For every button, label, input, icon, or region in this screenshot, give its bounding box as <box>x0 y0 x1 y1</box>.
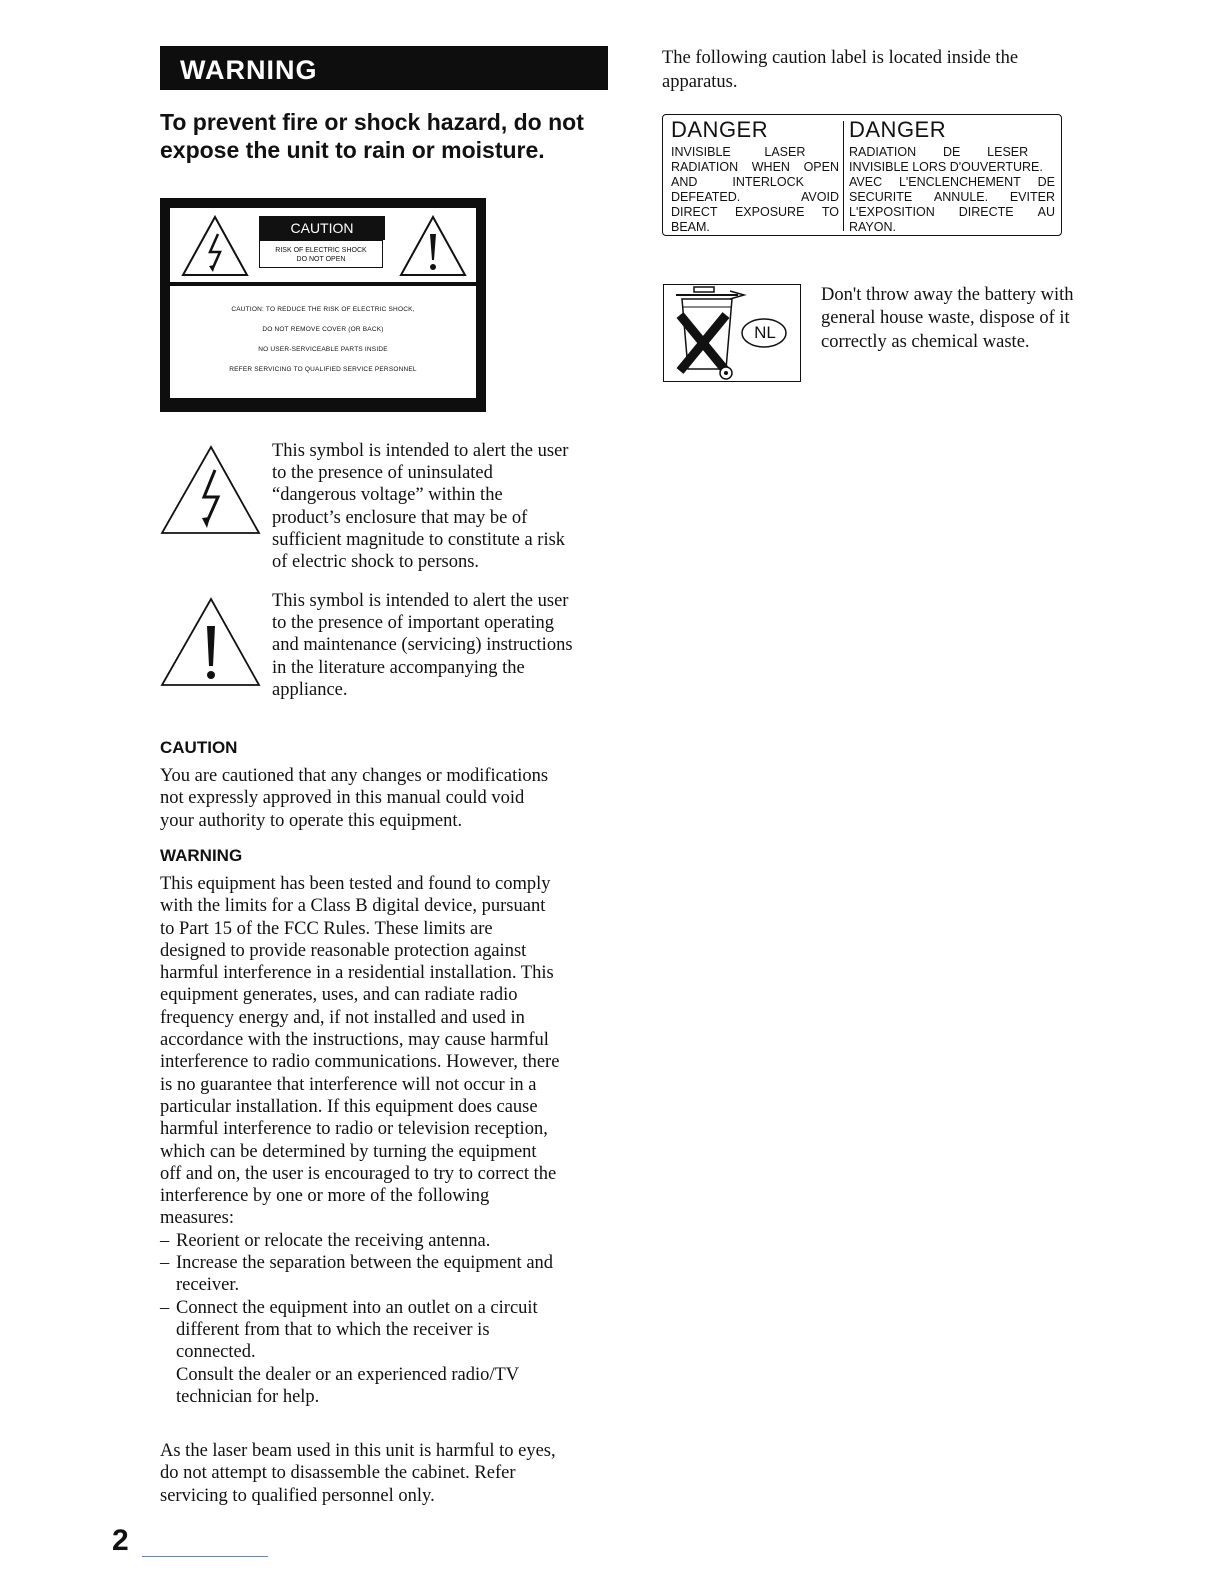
danger-word: RADIATION <box>849 145 917 159</box>
danger-label-divider <box>843 121 844 231</box>
battery-disposal-symbol <box>663 284 801 382</box>
text-line: do not attempt to disassemble the cabinet. Refer <box>160 1463 516 1484</box>
text-line: with the limits for a Class B digital device, pursuant <box>160 896 546 917</box>
voltage-symbol-text <box>272 440 612 573</box>
text-line: appliance. <box>272 679 348 700</box>
text-line: frequency energy and, if not installed and used in <box>160 1007 525 1028</box>
exclamation-triangle-icon <box>398 214 468 278</box>
exclamation-symbol-text <box>272 590 612 701</box>
text-line: The following caution label is located inside the <box>662 48 1019 68</box>
consult-note <box>160 1364 610 1409</box>
measure-item <box>160 1297 610 1364</box>
text-line: accordance with the instructions, may cause harmful <box>160 1030 549 1051</box>
text-line: equipment generates, uses, and can radiate radio <box>160 985 518 1006</box>
danger-line <box>671 145 839 160</box>
danger-word: L'ENCLENCHEMENT <box>898 175 1021 189</box>
danger-line <box>849 190 1055 205</box>
text-line: your authority to operate this equipment. <box>160 810 463 831</box>
danger-word: BEAM. <box>671 220 710 234</box>
text-line: “dangerous voltage” within the <box>272 485 503 506</box>
danger-line <box>671 160 839 175</box>
danger-word: DE <box>942 145 961 159</box>
danger-word: AVEC <box>849 175 883 189</box>
text-line: interference to radio communications. However, there <box>160 1052 560 1073</box>
danger-word: LASER <box>764 145 806 159</box>
danger-heading: DANGER <box>849 117 947 142</box>
danger-word: TO <box>821 205 839 219</box>
caution-label-subtitle <box>259 240 383 268</box>
danger-word: INTERLOCK <box>732 175 804 189</box>
laser-note <box>160 1440 610 1507</box>
caution-body <box>160 765 610 832</box>
danger-word: DIRECT <box>671 205 718 219</box>
text-line: interference by one or more of the following <box>160 1186 490 1207</box>
caution-label-top <box>170 208 476 282</box>
nl-badge: NL <box>754 323 776 342</box>
text-line: This symbol is intended to alert the user <box>272 591 569 611</box>
danger-word: SECURITE <box>849 190 913 204</box>
lightning-triangle-icon <box>160 444 262 536</box>
danger-label <box>662 114 1062 236</box>
text-line: to Part 15 of the FCC Rules. These limits are <box>160 918 493 939</box>
caution-label-intro <box>662 46 1082 94</box>
danger-word: DIRECTE <box>958 205 1014 219</box>
danger-word: OPEN <box>803 160 839 174</box>
danger-word: WHEN <box>751 160 790 174</box>
text-line: of electric shock to persons. <box>272 552 480 573</box>
text-line: is no guarantee that interference will not occur in a <box>160 1074 537 1095</box>
text-line: harmful interference to radio or television reception, <box>160 1119 548 1140</box>
danger-word: ANNULE. <box>933 190 989 204</box>
text-line: Connect the equipment into an outlet on a circuit <box>176 1297 538 1318</box>
caution-label-bottom <box>170 286 476 398</box>
page-number-rule <box>142 1556 268 1557</box>
danger-word: AVOID <box>801 190 839 204</box>
text-line: This equipment has been tested and found to comply <box>160 874 551 894</box>
text-line: receiver. <box>176 1275 240 1296</box>
text-line: measures: <box>160 1208 234 1229</box>
danger-word: AU <box>1037 205 1055 219</box>
text-line: You are cautioned that any changes or modifications <box>160 766 549 786</box>
text-line: apparatus. <box>662 72 738 92</box>
danger-label-french <box>849 115 1055 235</box>
danger-line <box>849 145 1055 160</box>
text-line: connected. <box>176 1342 256 1363</box>
text-line: general house waste, dispose of it <box>821 308 1070 329</box>
measure-item <box>160 1252 610 1297</box>
danger-word: RAYON. <box>849 220 896 234</box>
caution-label-line: REFER SERVICING TO QUALIFIED SERVICE PERSONNEL <box>229 366 417 373</box>
text-line: to the presence of uninsulated <box>272 463 493 484</box>
danger-word: DEFEATED. <box>671 190 741 204</box>
text-line: harmful interference in a residential installation. This <box>160 963 554 984</box>
caution-label-title: CAUTION <box>259 216 385 240</box>
dash-marker: – <box>160 1297 170 1318</box>
text-line: different from that to which the receiver is <box>176 1319 490 1340</box>
caution-label-sub-line: RISK OF ELECTRIC SHOCK <box>275 247 367 254</box>
danger-word: INVISIBLE LORS D'OUVERTURE. <box>849 160 1043 174</box>
warning-banner-title: WARNING <box>180 55 318 85</box>
dash-marker: – <box>160 1230 170 1251</box>
text-line: As the laser beam used in this unit is harmful to eyes, <box>160 1441 556 1461</box>
text-line: Increase the separation between the equipment and <box>176 1253 554 1274</box>
warning-heading: WARNING <box>160 846 243 865</box>
danger-line <box>849 205 1055 220</box>
caution-label-line: CAUTION: TO REDUCE THE RISK OF ELECTRIC SHOCK, <box>231 306 415 313</box>
text-line: which can be determined by turning the equipment <box>160 1141 537 1162</box>
text-line: correctly as chemical waste. <box>821 331 1030 352</box>
danger-word: INVISIBLE <box>671 145 731 159</box>
danger-word: LESER <box>987 145 1029 159</box>
caution-label-line: DO NOT REMOVE COVER (OR BACK) <box>262 326 384 333</box>
danger-line <box>671 205 839 220</box>
text-line: particular installation. If this equipment does cause <box>160 1096 538 1117</box>
battery-disposal-text <box>821 284 1121 354</box>
danger-word: EXPOSURE <box>734 205 805 219</box>
danger-word: EVITER <box>1009 190 1055 204</box>
text-line: sufficient magnitude to constitute a risk <box>272 529 566 550</box>
danger-word: DE <box>1037 175 1055 189</box>
danger-heading: DANGER <box>671 117 769 142</box>
lightning-triangle-icon <box>180 214 250 278</box>
text-line: and maintenance (servicing) instructions <box>272 635 573 656</box>
text-line: off and on, the user is encouraged to try to correct the <box>160 1163 557 1184</box>
exclamation-triangle-icon <box>160 596 262 688</box>
danger-word: L'EXPOSITION <box>849 205 935 219</box>
text-line: servicing to qualified personnel only. <box>160 1485 435 1506</box>
danger-line <box>849 175 1055 190</box>
fcc-warning-body <box>160 873 610 1408</box>
danger-word: AND <box>671 175 698 189</box>
page-number: 2 <box>112 1524 129 1557</box>
text-line: designed to provide reasonable protection against <box>160 940 527 961</box>
text-line: Don't throw away the battery with <box>821 285 1074 305</box>
text-line: in the literature accompanying the <box>272 657 525 678</box>
danger-word: RADIATION <box>671 160 739 174</box>
text-line: This symbol is intended to alert the user <box>272 441 569 461</box>
text-line: product’s enclosure that may be of <box>272 507 528 528</box>
measure-item <box>160 1230 610 1252</box>
text-line: to the presence of important operating <box>272 613 555 634</box>
text-line: technician for help. <box>176 1386 320 1407</box>
caution-label-sub-line: DO NOT OPEN <box>296 256 346 263</box>
danger-label-english <box>671 115 839 235</box>
warning-banner <box>160 46 608 90</box>
hazard-heading: To prevent fire or shock hazard, do not expose the unit to rain or moisture. <box>160 109 584 163</box>
dash-marker: – <box>160 1253 170 1274</box>
danger-line <box>849 160 1055 175</box>
text-line: Consult the dealer or an experienced radio/TV <box>176 1364 520 1385</box>
danger-line <box>671 190 839 205</box>
danger-line <box>849 220 1055 235</box>
danger-line <box>671 175 839 190</box>
text-line: not expressly approved in this manual could void <box>160 788 525 809</box>
danger-line <box>671 220 839 235</box>
caution-label-image <box>160 198 486 412</box>
caution-heading: CAUTION <box>160 738 238 757</box>
text-line: Reorient or relocate the receiving antenna. <box>176 1230 491 1251</box>
caution-label-line: NO USER-SERVICEABLE PARTS INSIDE <box>258 346 388 353</box>
